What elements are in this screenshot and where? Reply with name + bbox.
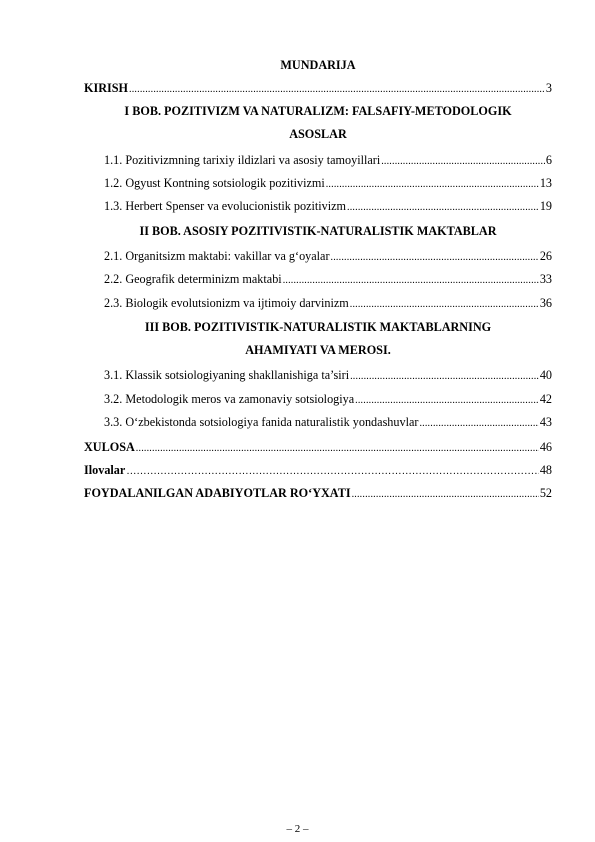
toc-entry-page: 52 — [539, 486, 552, 500]
toc-entry-xulosa[interactable] — [84, 438, 552, 456]
toc-entry-label: XULOSA — [84, 440, 135, 454]
toc-entry-2-3[interactable] — [104, 294, 552, 312]
toc-entry-page: 43 — [539, 415, 552, 429]
dot-leader — [331, 249, 539, 267]
dot-leader — [136, 440, 539, 458]
toc-entry-page: 3 — [545, 81, 552, 95]
toc-entry-ilovalar[interactable] — [84, 461, 552, 479]
chapter-2-heading: II BOB. ASOSIY POZITIVISTIK-NATURALISTIK MAKTABLAR — [139, 224, 497, 238]
dot-leader — [381, 153, 545, 171]
chapter-3-heading-cont: AHAMIYATI VA MEROSI. — [245, 343, 391, 357]
toc-entry-adabiyotlar[interactable] — [84, 484, 552, 502]
toc-entry-label: 3.3. O‘zbekistonda sotsiologiya fanida naturalistik yondashuvlar — [104, 415, 419, 429]
toc-entry-page: 13 — [539, 176, 552, 190]
toc-entry-2-2[interactable] — [104, 270, 552, 288]
toc-entry-label: 2.3. Biologik evolutsionizm va ijtimoiy darvinizm — [104, 296, 349, 310]
dot-leader — [347, 199, 539, 217]
chapter-1-heading: I BOB. POZITIVIZM VA NATURALIZM: FALSAFIY-METODOLOGIK — [124, 104, 512, 118]
dot-leader — [355, 392, 539, 410]
toc-entry-3-1[interactable] — [104, 366, 552, 384]
toc-entry-page: 19 — [539, 199, 552, 213]
page-number: – 2 – — [286, 823, 309, 835]
toc-entry-page: 42 — [539, 392, 552, 406]
toc-entry-page: 26 — [539, 249, 552, 263]
toc-entry-page: 40 — [539, 368, 552, 382]
dot-leader — [129, 81, 545, 99]
toc-entry-kirish[interactable] — [84, 79, 552, 97]
toc-entry-3-2[interactable] — [104, 390, 552, 408]
toc-entry-page: 36 — [539, 296, 552, 310]
chapter-1-heading-cont: ASOSLAR — [289, 127, 347, 141]
toc-entry-2-1[interactable] — [104, 247, 552, 265]
toc-entry-label: FOYDALANILGAN ADABIYOTLAR RO‘YXATI — [84, 486, 351, 500]
toc-entry-label: 2.1. Organitsizm maktabi: vakillar va g‘oyalar — [104, 249, 330, 263]
toc-entry-label: 1.1. Pozitivizmning tarixiy ildizlari va asosiy tamoyillari — [104, 153, 381, 167]
toc-entry-label: KIRISH — [84, 81, 129, 95]
toc-entry-3-3[interactable] — [104, 413, 552, 431]
dot-leader — [350, 296, 539, 314]
dot-leader — [352, 486, 539, 504]
toc-entry-label: Ilovalar — [84, 463, 126, 477]
toc-entry-1-3[interactable] — [104, 197, 552, 215]
toc-entry-page: 46 — [539, 440, 552, 454]
dot-leader — [283, 272, 539, 290]
toc-entry-label: 2.2. Geografik determinizm maktabi — [104, 272, 282, 286]
toc-entry-label: 1.2. Ogyust Kontning sotsiologik pozitivizmi — [104, 176, 325, 190]
dot-leader — [326, 176, 539, 194]
toc-entry-label: 3.1. Klassik sotsiologiyaning shakllanishiga ta’siri — [104, 368, 350, 382]
toc-entry-label: 3.2. Metodologik meros va zamonaviy sotsiologiya — [104, 392, 355, 406]
dot-leader — [126, 463, 539, 481]
toc-entry-1-2[interactable] — [104, 174, 552, 192]
dot-leader — [350, 368, 539, 386]
toc-entry-1-1[interactable] — [104, 151, 552, 169]
toc-entry-page: 33 — [539, 272, 552, 286]
toc-entry-page: 48 — [539, 463, 552, 477]
dot-leader — [419, 415, 538, 433]
toc-entry-label: 1.3. Herbert Spenser va evolucionistik pozitivizm — [104, 199, 347, 213]
toc-heading: MUNDARIJA — [280, 58, 356, 72]
toc-entry-page: 6 — [545, 153, 552, 167]
chapter-3-heading: III BOB. POZITIVISTIK-NATURALISTIK MAKTABLARNING — [144, 320, 492, 334]
